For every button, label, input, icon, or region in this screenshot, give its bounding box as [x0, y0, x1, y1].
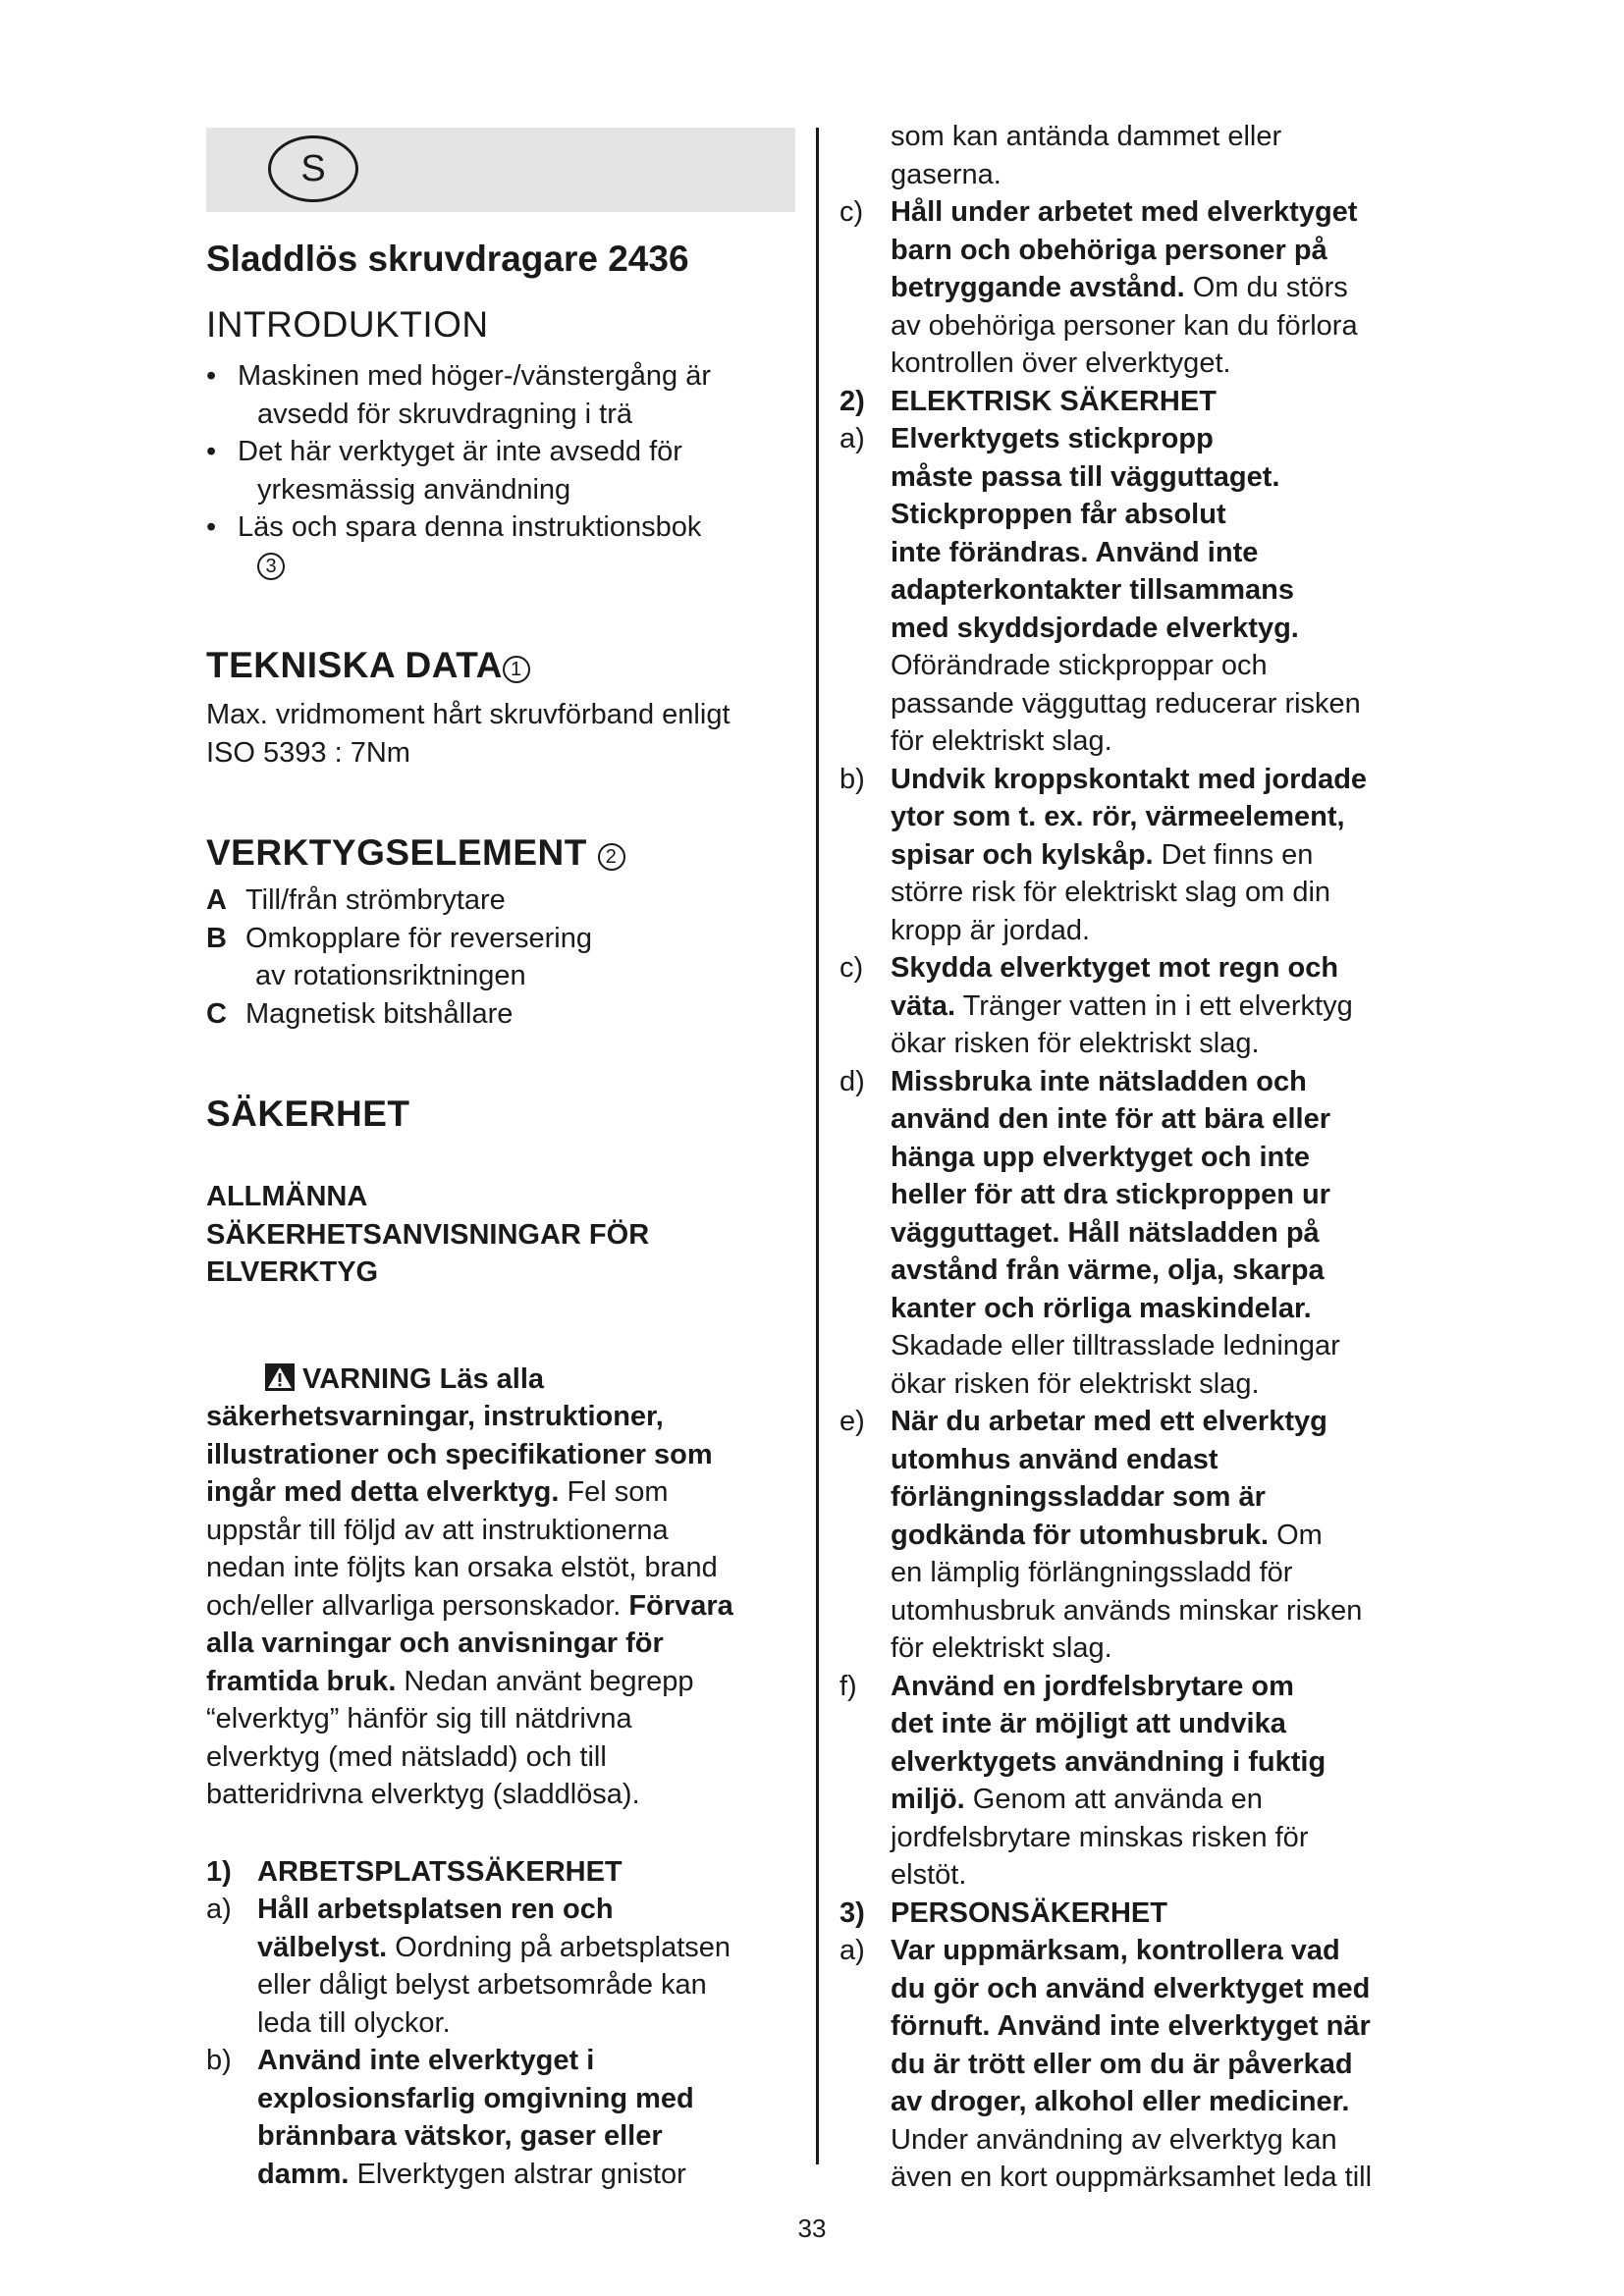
intro-bullet: • Det här verktyget är inte avsedd för yrkesmässig användning — [206, 433, 800, 508]
tech-line: ISO 5393 : 7Nm — [206, 736, 410, 769]
warning-block: VARNING Läs alla säkerhetsvarningar, instruktioner, illustrationer och specifikationer som ingår med detta elverktyg. Fel som uppstår till följd av att instruktionerna nedan inte följts kan orsaka elstöt, brand och/eller allvarliga personskador. Förvara alla varningar och anvisningar för framtida bruk. Nedan använt begrepp “elverktyg” hänför sig till nätdrivna elverktyg (med nätsladd) och till batteridrivna elverktyg (sladdlösa). — [206, 1362, 733, 1810]
warning-triangle-icon — [265, 1363, 295, 1391]
pers-item-a: a) Var uppmärksam, kontrollera vad du gör och använd elverktyget med förnuft. Använd inte elverktyget när du är trött eller om du är påverkad av droger, alkohol eller mediciner. Under användning av elverktyg kan även en kort ouppmärksamhet leda till — [839, 1935, 1373, 2193]
elec-item-f: f) Använd en jordfelsbrytare om det inte är möjligt att undvika elverktygets användning i fuktig miljö. Genom att använda en jordfelsbrytare minskas risken för elstöt. — [839, 1670, 1326, 1891]
product-title: Sladdlös skruvdragare 2436 — [206, 239, 689, 279]
element-item: A Till/från strömbrytare — [206, 884, 506, 916]
figure-ref-1: 1 — [503, 656, 530, 683]
work-item-b: b) Använd inte elverktyget i explosionsfarlig omgivning med brännbara vätskor, gaser eller damm. Elverktygen alstrar gnistor — [206, 2045, 694, 2190]
intro-bullet: • Läs och spara denna instruktionsbok 3 — [206, 508, 800, 584]
elec-item-b: b) Undvik kroppskontakt med jordade ytor som t. ex. rör, värmeelement, spisar och kylskåp. Det finns en större risk för elektriskt slag om din kropp är jordad. — [839, 763, 1368, 946]
language-badge — [268, 135, 358, 202]
elec-item-a: a) Elverktygets stickpropp måste passa till vägguttaget. Stickproppen får absolut inte förändras. Använd inte adapterkontakter tillsammans med skyddsjordade elverktyg. Oförändrade stickproppar och passande vägguttag reducerar risken för elektriskt slag. — [839, 423, 1361, 757]
left-column — [206, 236, 800, 2193]
elec-item-c: c) Skydda elverktyget mot regn och väta. Tränger vatten in i ett elverktyg ökar risken för elektriskt slag. — [839, 952, 1353, 1059]
tech-line: Max. vridmoment hårt skruvförband enligt — [206, 699, 731, 730]
language-code: S — [300, 147, 326, 189]
page-number: 33 — [797, 2214, 827, 2243]
language-band — [206, 128, 795, 212]
elec-item-d: d) Missbruka inte nätsladden och använd den inte för att bära eller hänga upp elverktyget och inte heller för att dra stickproppen ur vägguttaget. Håll nätsladden på avstånd från värme, olja, skarpa kanter och rörliga maskindelar. Skadade eller tilltrasslade ledningar ökar risken för elektriskt slag. — [839, 1065, 1340, 1400]
work-safety-heading: 1) ARBETSPLATSSÄKERHET — [206, 1855, 623, 1888]
intro-heading: INTRODUKTION — [206, 304, 489, 345]
right-column — [839, 118, 1448, 2197]
elec-item-e: e) När du arbetar med ett elverktyg utomhus använd endast förlängningssladdar som är godkända för utomhusbruk. Om en lämplig förlängningssladd för utomhusbruk används minskar risken för elektriskt slag. — [839, 1406, 1363, 1664]
safety-heading: SÄKERHET — [206, 1094, 410, 1134]
column-divider — [816, 128, 819, 2164]
element-item: B Omkopplare för reversering av rotationsriktningen — [206, 922, 592, 991]
general-safety-heading: ALLMÄNNA SÄKERHETSANVISNINGAR FÖR ELVERKTYG — [206, 1181, 650, 1288]
intro-bullet: • Maskinen med höger-/vänstergång är avsedd för skruvdragning i trä — [206, 357, 800, 433]
figure-ref-2: 2 — [598, 843, 625, 871]
figure-ref-3: 3 — [257, 553, 285, 580]
elements-heading: VERKTYGSELEMENT 2 — [206, 828, 800, 878]
tech-heading: TEKNISKA DATA 1 — [206, 641, 800, 690]
element-item: C Magnetisk bitshållare — [206, 997, 514, 1030]
personal-safety-heading: 3) PERSONSÄKERHET — [839, 1896, 1167, 1929]
continued-text: som kan antända dammet eller gaserna. — [891, 121, 1282, 190]
electrical-safety-heading: 2) ELEKTRISK SÄKERHET — [839, 385, 1217, 417]
work-item-a: a) Håll arbetsplatsen ren och välbelyst. Oordning på arbetsplatsen eller dåligt belyst arbetsområde kan leda till olyckor. — [206, 1894, 731, 2039]
work-item-c: c) Håll under arbetet med elverktyget barn och obehöriga personer på betryggande avstånd. Om du störs av obehöriga personer kan du förlora kontrollen över elverktyget. — [839, 196, 1358, 379]
